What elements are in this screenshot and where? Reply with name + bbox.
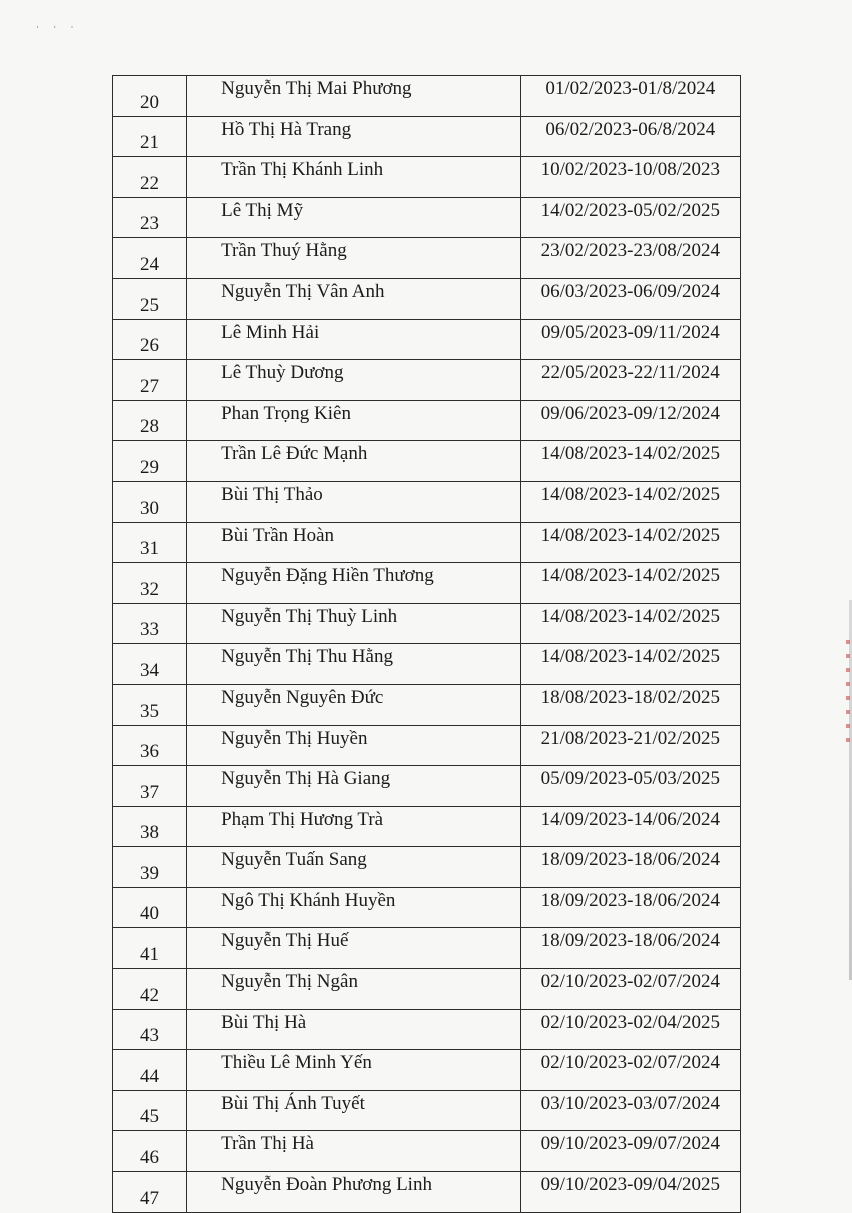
date-range-cell: 18/09/2023-18/06/2024 bbox=[520, 847, 740, 888]
table-row bbox=[113, 887, 741, 928]
table-row bbox=[113, 197, 741, 238]
full-name-cell: Trần Thị Khánh Linh bbox=[187, 157, 521, 198]
full-name-cell: Nguyễn Tuấn Sang bbox=[187, 847, 521, 888]
row-number-cell: 42 bbox=[113, 969, 187, 1010]
table-row bbox=[113, 76, 741, 117]
date-range-cell: 21/08/2023-21/02/2025 bbox=[520, 725, 740, 766]
full-name-cell: Phạm Thị Hương Trà bbox=[187, 806, 521, 847]
full-name-cell: Trần Thị Hà bbox=[187, 1131, 521, 1172]
table-row bbox=[113, 481, 741, 522]
row-number-cell: 36 bbox=[113, 725, 187, 766]
full-name-cell: Trần Thuý Hằng bbox=[187, 238, 521, 279]
date-range-cell: 09/05/2023-09/11/2024 bbox=[520, 319, 740, 360]
table-row bbox=[113, 360, 741, 401]
row-number-cell: 38 bbox=[113, 806, 187, 847]
table-row bbox=[113, 1090, 741, 1131]
date-range-cell: 05/09/2023-05/03/2025 bbox=[520, 766, 740, 807]
table-row bbox=[113, 319, 741, 360]
full-name-cell: Phan Trọng Kiên bbox=[187, 400, 521, 441]
row-number-cell: 29 bbox=[113, 441, 187, 482]
table-row bbox=[113, 603, 741, 644]
full-name-cell: Lê Thị Mỹ bbox=[187, 197, 521, 238]
date-range-cell: 14/08/2023-14/02/2025 bbox=[520, 441, 740, 482]
date-range-cell: 10/02/2023-10/08/2023 bbox=[520, 157, 740, 198]
date-range-cell: 09/06/2023-09/12/2024 bbox=[520, 400, 740, 441]
full-name-cell: Trần Lê Đức Mạnh bbox=[187, 441, 521, 482]
row-number-cell: 27 bbox=[113, 360, 187, 401]
full-name-cell: Thiều Lê Minh Yến bbox=[187, 1050, 521, 1091]
full-name-cell: Nguyễn Thị Huyền bbox=[187, 725, 521, 766]
row-number-cell: 34 bbox=[113, 644, 187, 685]
date-range-cell: 09/10/2023-09/07/2024 bbox=[520, 1131, 740, 1172]
row-number-cell: 45 bbox=[113, 1090, 187, 1131]
row-number-cell: 24 bbox=[113, 238, 187, 279]
row-number-cell: 31 bbox=[113, 522, 187, 563]
full-name-cell: Nguyễn Đoàn Phương Linh bbox=[187, 1172, 521, 1213]
row-number-cell: 23 bbox=[113, 197, 187, 238]
date-range-cell: 01/02/2023-01/8/2024 bbox=[520, 76, 740, 117]
table-row bbox=[113, 1050, 741, 1091]
table-row bbox=[113, 644, 741, 685]
stamp-bleed-mark bbox=[846, 640, 850, 750]
row-number-cell: 40 bbox=[113, 887, 187, 928]
records-table bbox=[112, 75, 741, 1213]
table-row bbox=[113, 847, 741, 888]
date-range-cell: 14/09/2023-14/06/2024 bbox=[520, 806, 740, 847]
full-name-cell: Lê Minh Hải bbox=[187, 319, 521, 360]
row-number-cell: 22 bbox=[113, 157, 187, 198]
full-name-cell: Bùi Thị Thảo bbox=[187, 481, 521, 522]
table-row bbox=[113, 806, 741, 847]
row-number-cell: 44 bbox=[113, 1050, 187, 1091]
table-row bbox=[113, 766, 741, 807]
table-row bbox=[113, 969, 741, 1010]
date-range-cell: 14/08/2023-14/02/2025 bbox=[520, 522, 740, 563]
full-name-cell: Lê Thuỳ Dương bbox=[187, 360, 521, 401]
row-number-cell: 37 bbox=[113, 766, 187, 807]
table-row bbox=[113, 278, 741, 319]
date-range-cell: 14/08/2023-14/02/2025 bbox=[520, 603, 740, 644]
full-name-cell: Bùi Thị Ánh Tuyết bbox=[187, 1090, 521, 1131]
date-range-cell: 06/03/2023-06/09/2024 bbox=[520, 278, 740, 319]
table-row bbox=[113, 684, 741, 725]
table-row bbox=[113, 563, 741, 604]
date-range-cell: 14/08/2023-14/02/2025 bbox=[520, 481, 740, 522]
full-name-cell: Ngô Thị Khánh Huyền bbox=[187, 887, 521, 928]
date-range-cell: 18/09/2023-18/06/2024 bbox=[520, 928, 740, 969]
table-row bbox=[113, 157, 741, 198]
date-range-cell: 18/08/2023-18/02/2025 bbox=[520, 684, 740, 725]
date-range-cell: 18/09/2023-18/06/2024 bbox=[520, 887, 740, 928]
full-name-cell: Bùi Trần Hoàn bbox=[187, 522, 521, 563]
row-number-cell: 41 bbox=[113, 928, 187, 969]
date-range-cell: 09/10/2023-09/04/2025 bbox=[520, 1172, 740, 1213]
date-range-cell: 14/02/2023-05/02/2025 bbox=[520, 197, 740, 238]
date-range-cell: 02/10/2023-02/04/2025 bbox=[520, 1009, 740, 1050]
records-table-body bbox=[113, 76, 741, 1213]
row-number-cell: 20 bbox=[113, 76, 187, 117]
date-range-cell: 23/02/2023-23/08/2024 bbox=[520, 238, 740, 279]
row-number-cell: 47 bbox=[113, 1172, 187, 1213]
date-range-cell: 06/02/2023-06/8/2024 bbox=[520, 116, 740, 157]
full-name-cell: Nguyễn Nguyên Đức bbox=[187, 684, 521, 725]
row-number-cell: 30 bbox=[113, 481, 187, 522]
row-number-cell: 21 bbox=[113, 116, 187, 157]
date-range-cell: 02/10/2023-02/07/2024 bbox=[520, 969, 740, 1010]
full-name-cell: Hồ Thị Hà Trang bbox=[187, 116, 521, 157]
row-number-cell: 28 bbox=[113, 400, 187, 441]
row-number-cell: 26 bbox=[113, 319, 187, 360]
row-number-cell: 33 bbox=[113, 603, 187, 644]
full-name-cell: Nguyễn Thị Thuỳ Linh bbox=[187, 603, 521, 644]
date-range-cell: 03/10/2023-03/07/2024 bbox=[520, 1090, 740, 1131]
full-name-cell: Nguyễn Thị Hà Giang bbox=[187, 766, 521, 807]
full-name-cell: Nguyễn Thị Thu Hằng bbox=[187, 644, 521, 685]
date-range-cell: 14/08/2023-14/02/2025 bbox=[520, 644, 740, 685]
date-range-cell: 02/10/2023-02/07/2024 bbox=[520, 1050, 740, 1091]
date-range-cell: 22/05/2023-22/11/2024 bbox=[520, 360, 740, 401]
table-row bbox=[113, 725, 741, 766]
table-row bbox=[113, 238, 741, 279]
full-name-cell: Nguyễn Thị Huế bbox=[187, 928, 521, 969]
row-number-cell: 43 bbox=[113, 1009, 187, 1050]
full-name-cell: Bùi Thị Hà bbox=[187, 1009, 521, 1050]
row-number-cell: 35 bbox=[113, 684, 187, 725]
full-name-cell: Nguyễn Thị Mai Phương bbox=[187, 76, 521, 117]
row-number-cell: 32 bbox=[113, 563, 187, 604]
full-name-cell: Nguyễn Đặng Hiền Thương bbox=[187, 563, 521, 604]
row-number-cell: 39 bbox=[113, 847, 187, 888]
table-row bbox=[113, 116, 741, 157]
table-row bbox=[113, 1009, 741, 1050]
full-name-cell: Nguyễn Thị Vân Anh bbox=[187, 278, 521, 319]
table-row bbox=[113, 1172, 741, 1213]
table-row bbox=[113, 400, 741, 441]
table-row bbox=[113, 1131, 741, 1172]
date-range-cell: 14/08/2023-14/02/2025 bbox=[520, 563, 740, 604]
row-number-cell: 25 bbox=[113, 278, 187, 319]
row-number-cell: 46 bbox=[113, 1131, 187, 1172]
table-row bbox=[113, 522, 741, 563]
scan-specks: · · · bbox=[36, 22, 80, 32]
table-row bbox=[113, 441, 741, 482]
full-name-cell: Nguyễn Thị Ngân bbox=[187, 969, 521, 1010]
table-row bbox=[113, 928, 741, 969]
